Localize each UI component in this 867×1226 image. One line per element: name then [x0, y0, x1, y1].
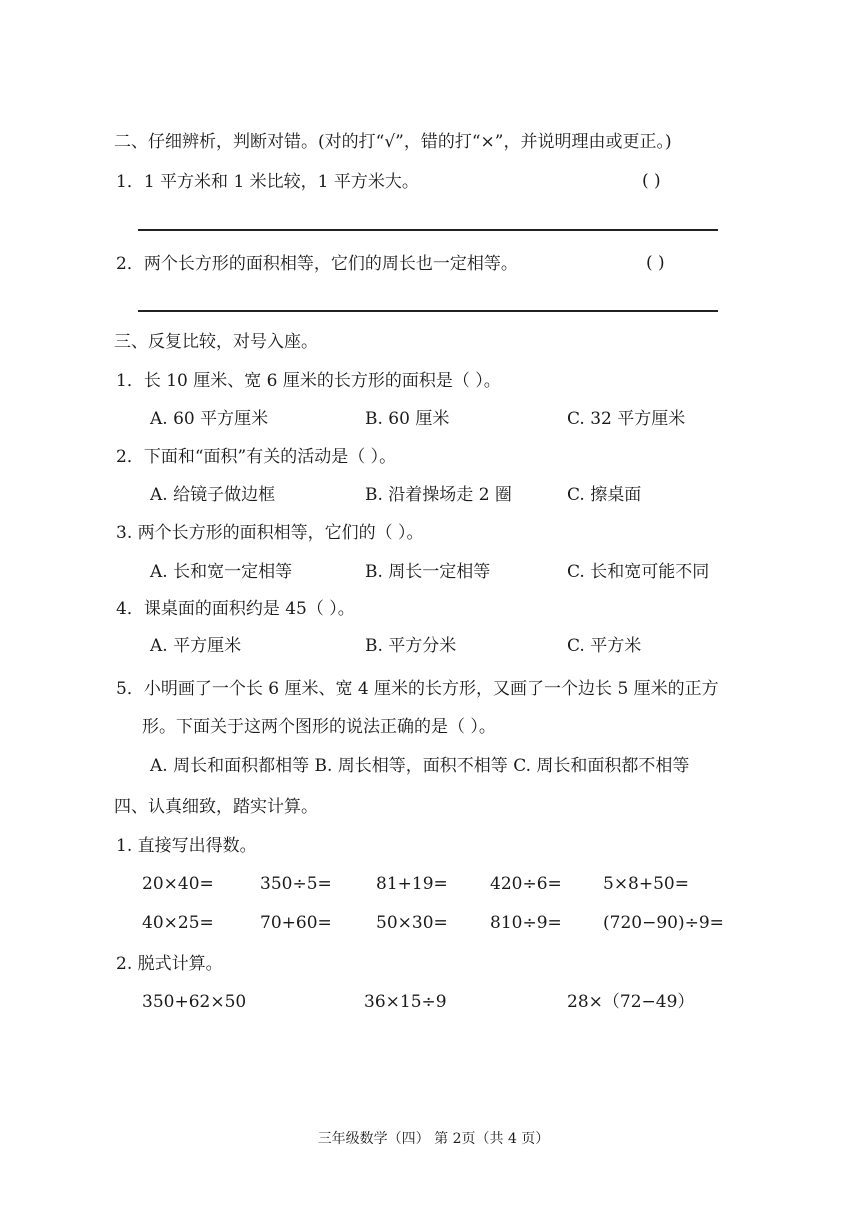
step-calc-item[interactable]: 36×15÷9 [364, 992, 447, 1012]
q2-option-c[interactable]: C. 擦桌面 [567, 485, 642, 505]
calc-item[interactable]: 50×30= [376, 913, 448, 933]
step-calc-item[interactable]: 350+62×50 [142, 992, 247, 1012]
answer-line-1[interactable] [138, 229, 718, 231]
answer-paren-1[interactable]: ( ) [642, 171, 661, 191]
calc-item[interactable]: (720−90)÷9= [603, 913, 724, 933]
q2-option-b[interactable]: B. 沿着操场走 2 圈 [365, 485, 512, 505]
judge-question-1: 1．1 平方米和 1 米比较，1 平方米大。 [116, 172, 419, 192]
choice-question-5-line2: 形。下面关于这两个图形的说法正确的是（ ）。 [142, 717, 496, 737]
calc-item[interactable]: 81+19= [376, 874, 448, 894]
answer-paren-2[interactable]: ( ) [646, 253, 665, 273]
calc-item[interactable]: 20×40= [142, 874, 214, 894]
choice-question-2: 2．下面和“面积”有关的活动是（ ）。 [116, 447, 397, 467]
q1-option-c[interactable]: C. 32 平方厘米 [567, 409, 686, 429]
choice-question-4: 4．课桌面的面积约是 45（ ）。 [116, 599, 355, 619]
calc-item[interactable]: 810÷9= [490, 913, 562, 933]
section4-heading: 四、认真细致，踏实计算。 [114, 797, 318, 817]
choice-question-1: 1．长 10 厘米、宽 6 厘米的长方形的面积是（ ）。 [116, 371, 501, 391]
q1-option-b[interactable]: B. 60 厘米 [365, 409, 450, 429]
calc-item[interactable]: 350÷5= [260, 874, 332, 894]
q3-option-a[interactable]: A. 长和宽一定相等 [150, 562, 293, 582]
step-calc-item[interactable]: 28×（72−49） [567, 992, 695, 1012]
step-calc-title: 2. 脱式计算。 [116, 954, 223, 974]
section2-heading: 二、仔细辨析，判断对错。(对的打“√”，错的打“×”，并说明理由或更正。) [114, 132, 672, 152]
answer-line-2[interactable] [138, 310, 718, 312]
judge-question-2: 2．两个长方形的面积相等，它们的周长也一定相等。 [116, 254, 518, 274]
q2-option-a[interactable]: A. 给镜子做边框 [150, 485, 276, 505]
choice-question-3: 3. 两个长方形的面积相等，它们的（ ）。 [116, 523, 424, 543]
calc-item[interactable]: 420÷6= [490, 874, 562, 894]
q5-options[interactable]: A. 周长和面积都相等 B. 周长相等，面积不相等 C. 周长和面积都不相等 [150, 756, 690, 776]
calc-item[interactable]: 40×25= [142, 913, 214, 933]
q4-option-c[interactable]: C. 平方米 [567, 636, 642, 656]
calc-item[interactable]: 70+60= [260, 913, 332, 933]
q3-option-c[interactable]: C. 长和宽可能不同 [567, 562, 710, 582]
section3-heading: 三、反复比较，对号入座。 [114, 332, 318, 352]
q3-option-b[interactable]: B. 周长一定相等 [365, 562, 491, 582]
q1-option-a[interactable]: A. 60 平方厘米 [150, 409, 269, 429]
mental-math-title: 1. 直接写出得数。 [116, 836, 257, 856]
q4-option-a[interactable]: A. 平方厘米 [150, 636, 242, 656]
calc-item[interactable]: 5×8+50= [603, 874, 689, 894]
page-footer: 三年级数学（四） 第 2页（共 4 页） [317, 1131, 550, 1147]
q4-option-b[interactable]: B. 平方分米 [365, 636, 457, 656]
choice-question-5-line1: 5．小明画了一个长 6 厘米、宽 4 厘米的长方形，又画了一个边长 5 厘米的正方 [116, 679, 719, 699]
